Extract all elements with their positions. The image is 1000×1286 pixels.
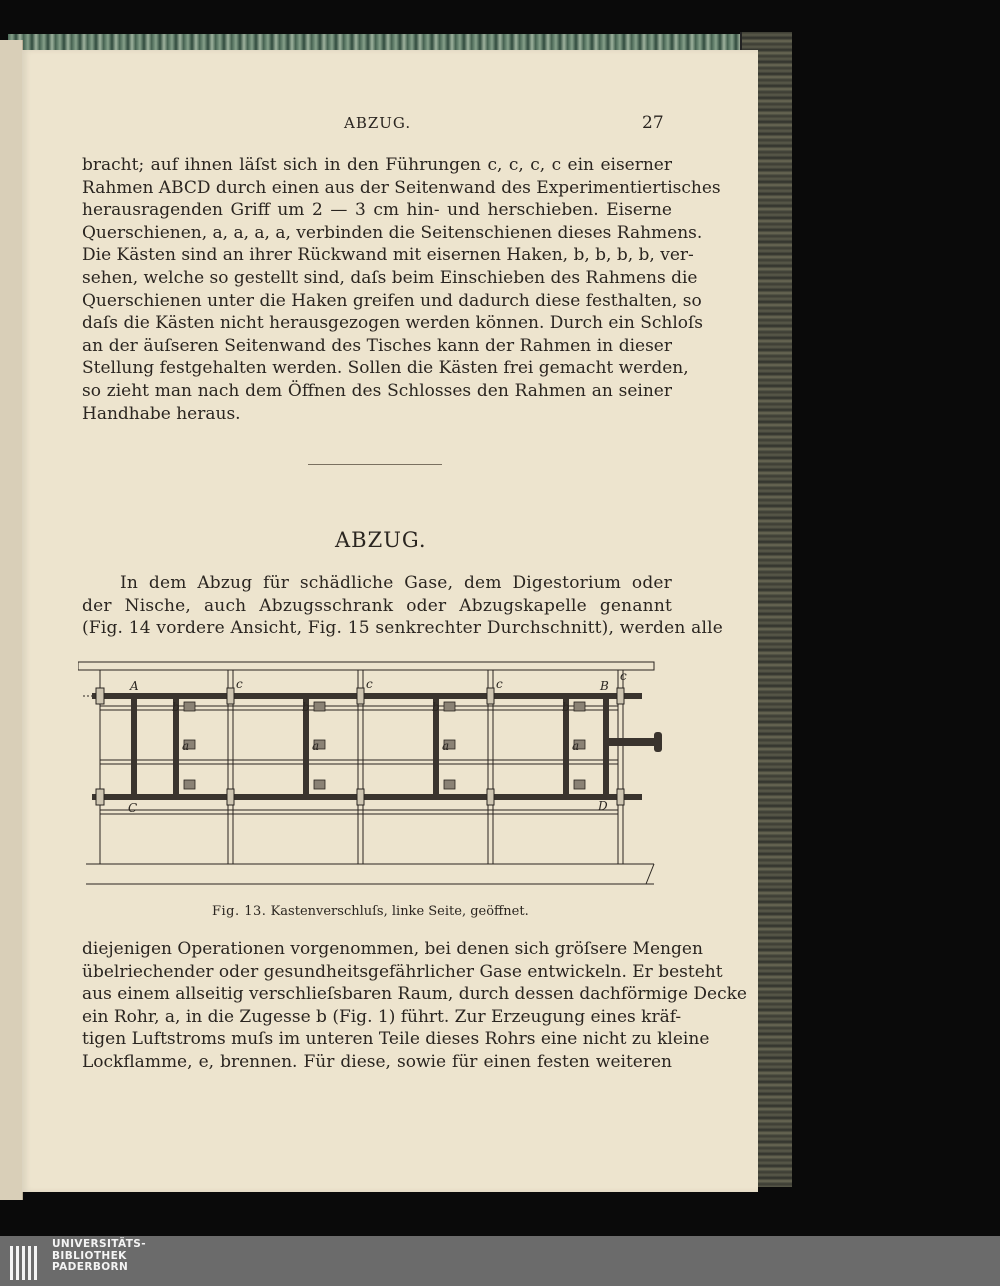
text-line: der Nische, auch Abzugsschrank oder Abzugskapelle genannt bbox=[82, 595, 672, 616]
label-a: a bbox=[572, 739, 580, 753]
library-name-line: BIBLIOTHEK bbox=[52, 1249, 127, 1262]
label-c: c bbox=[236, 677, 243, 691]
text-line: daſs die Kästen nicht herausgezogen werden können. Durch ein Schloſs bbox=[82, 313, 704, 334]
text-line: Die Kästen sind an ihrer Rückwand mit eisernen Haken, b, b, b, b, ver- bbox=[82, 245, 694, 266]
hook-b bbox=[184, 702, 195, 711]
label-b: b bbox=[562, 700, 570, 714]
library-name bbox=[52, 1239, 146, 1274]
text-line: an der äuſseren Seitenwand des Tisches kann der Rahmen in dieser bbox=[82, 335, 672, 356]
label-B: B bbox=[600, 679, 609, 693]
paragraph-1 bbox=[82, 154, 721, 425]
library-name-line: PADERBORN bbox=[52, 1261, 129, 1273]
book-page bbox=[22, 50, 758, 1192]
library-footer-bar bbox=[0, 1236, 1000, 1286]
text-line: herausragenden Griff um 2 — 3 cm hin- und herschieben. Eiserne bbox=[82, 200, 672, 221]
running-head: ABZUG. bbox=[344, 114, 412, 132]
label-b: b bbox=[302, 700, 310, 714]
text-line: Handhabe heraus. bbox=[82, 403, 241, 424]
caption-number: Fig. 13. bbox=[212, 904, 267, 919]
label-c: c bbox=[496, 677, 503, 691]
label-b: b bbox=[172, 700, 180, 714]
figure-caption bbox=[212, 904, 529, 919]
label-C: C bbox=[128, 801, 138, 815]
label-a: a bbox=[182, 739, 190, 753]
left-page-strip bbox=[0, 40, 23, 1200]
label-D: D bbox=[598, 799, 608, 813]
text-line: übelriechender oder gesundheitsgefährlicher Gase entwickeln. Er besteht bbox=[82, 961, 723, 982]
library-logo-icon bbox=[10, 1244, 40, 1280]
section-title: ABZUG. bbox=[335, 528, 427, 552]
handle-grip bbox=[654, 732, 662, 752]
label-c: c bbox=[366, 677, 373, 691]
text-line: sehen, welche so gestellt sind, daſs beim Einschieben des Rahmens die bbox=[82, 267, 698, 288]
cross-bar-a bbox=[131, 696, 137, 796]
label-c: c bbox=[620, 669, 627, 683]
library-name-line: UNIVERSITÄTS- bbox=[52, 1238, 147, 1250]
text-line: tigen Luftstroms muſs im unteren Teile dieses Rohrs eine nicht zu kleine bbox=[82, 1029, 710, 1050]
text-line: diejenigen Operationen vorgenommen, bei denen sich gröſsere Mengen bbox=[82, 939, 703, 959]
text-line: Querschienen unter die Haken greifen und dadurch diese festhalten, so bbox=[82, 290, 702, 311]
label-b: b bbox=[432, 700, 440, 714]
text-line: In dem Abzug für schädliche Gase, dem Digestorium oder bbox=[120, 573, 672, 593]
text-line: Lockflamme, e, brennen. Für diese, sowie für einen festen weiteren bbox=[82, 1051, 672, 1072]
figure-13-drawing bbox=[78, 660, 668, 890]
handle-bar bbox=[609, 738, 659, 746]
text-line: bracht; auf ihnen läſst sich in den Führungen c, c, c, c ein eiserner bbox=[82, 155, 672, 175]
label-a: a bbox=[312, 739, 320, 753]
text-line: Querschienen, a, a, a, a, verbinden die Seitenschienen dieses Rahmens. bbox=[82, 222, 703, 243]
text-line: Stellung festgehalten werden. Sollen die Kästen frei gemacht werden, bbox=[82, 358, 689, 379]
paragraph-3 bbox=[82, 938, 747, 1074]
text-line: Rahmen ABCD durch einen aus der Seitenwand des Experimentiertisches bbox=[82, 177, 721, 198]
label-A: A bbox=[130, 679, 139, 693]
top-board bbox=[78, 662, 654, 670]
text-line: so zieht man nach dem Öffnen des Schlosses den Rahmen an seiner bbox=[82, 380, 672, 401]
text-line: ein Rohr, a, in die Zugesse b (Fig. 1) führt. Zur Erzeugung eines kräf- bbox=[82, 1006, 682, 1027]
text-line: (Fig. 14 vordere Ansicht, Fig. 15 senkrechter Durchschnitt), werden alle bbox=[82, 618, 724, 639]
paragraph-2 bbox=[82, 572, 724, 640]
label-a: a bbox=[442, 739, 450, 753]
section-divider bbox=[308, 464, 442, 465]
text-line: aus einem allseitig verschlieſsbaren Raum, durch dessen dachförmige Decke bbox=[82, 984, 747, 1005]
caption-text: Kastenverschluſs, linke Seite, geöffnet. bbox=[270, 904, 529, 919]
page-number: 27 bbox=[642, 113, 664, 133]
